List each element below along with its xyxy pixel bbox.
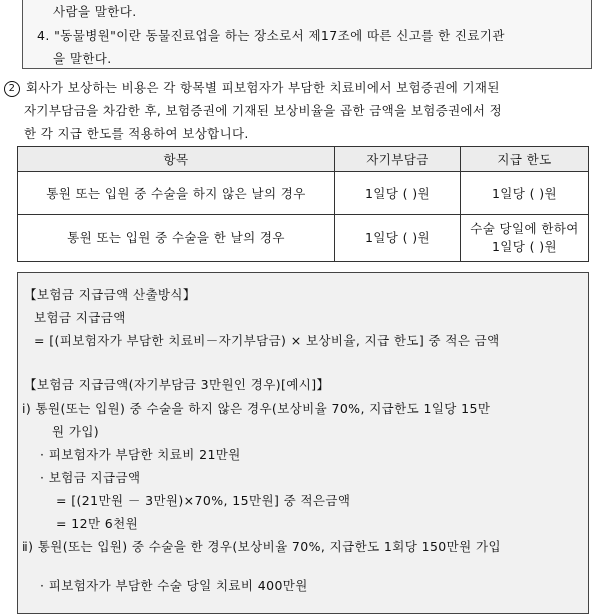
definition-text: 사람을 말한다. — [53, 4, 137, 19]
row-deductible: 1일당 ( )원 — [335, 172, 461, 215]
case-2-bullet: · 피보험자가 부담한 수술 당일 치료비 400만원 — [40, 578, 308, 593]
table-header-row — [18, 147, 589, 172]
row-item: 통원 또는 입원 중 수술을 하지 않은 날의 경우 — [18, 172, 335, 215]
row-item: 통원 또는 입원 중 수술을 한 날의 경우 — [18, 215, 335, 262]
case-1-formula: = [(21만원 － 3만원)×70%, 15만원] 중 적은금액 — [56, 493, 351, 508]
table-row — [18, 215, 589, 262]
example-case-1: ⅰ) 통원(또는 입원) 중 수술을 하지 않은 경우(보상비율 70%, 지급한도 1일당 15만 — [22, 401, 491, 416]
method-formula: = [(피보험자가 부담한 치료비－자기부담금) × 보상비율, 지급 한도] 중 적은 금액 — [34, 333, 500, 348]
case-1-bullet: · 보험금 지급금액 — [40, 470, 141, 485]
method-label: 보험금 지급금액 — [34, 310, 126, 325]
definition-text: 을 말한다. — [53, 51, 112, 66]
example-title: 【보험금 지급금액(자기부담금 3만원인 경우)[예시]】 — [24, 377, 330, 392]
case-1-result: = 12만 6천원 — [56, 516, 139, 531]
header-item: 항목 — [18, 147, 335, 172]
paragraph-line: 2 회사가 보상하는 비용은 각 항목별 피보험자가 부담한 치료비에서 보험증권에 기재된 — [4, 78, 500, 97]
paragraph-line: 자기부담금을 차감한 후, 보험증권에 기재된 보상비율을 곱한 금액을 보험증권에서 정 — [24, 103, 503, 118]
coverage-table — [17, 146, 589, 262]
method-title: 【보험금 지급금액 산출방식】 — [24, 287, 196, 302]
case-1-bullet: · 피보험자가 부담한 치료비 21만원 — [40, 447, 241, 462]
calculation-box — [17, 272, 589, 614]
header-deductible: 자기부담금 — [335, 147, 461, 172]
paragraph-line: 한 각 지급 한도를 적용하여 보상합니다. — [24, 126, 249, 141]
table-row — [18, 172, 589, 215]
example-case-2: ⅱ) 통원(또는 입원) 중 수술을 한 경우(보상비율 70%, 지급한도 1회당 150만원 가입 — [22, 539, 501, 554]
definitions-box — [22, 0, 592, 69]
definition-item-4: 4. "동물병원"이란 동물진료업을 하는 장소로서 제17조에 따른 신고를 한 진료기관 — [37, 28, 505, 43]
row-deductible: 1일당 ( )원 — [335, 215, 461, 262]
example-case-1-continued: 원 가입) — [52, 424, 100, 439]
row-limit: 1일당 ( )원 — [461, 172, 589, 215]
row-limit: 수술 당일에 한하여 1일당 ( )원 — [461, 215, 589, 262]
header-limit: 지급 한도 — [461, 147, 589, 172]
paragraph-number-marker: 2 — [4, 81, 20, 97]
